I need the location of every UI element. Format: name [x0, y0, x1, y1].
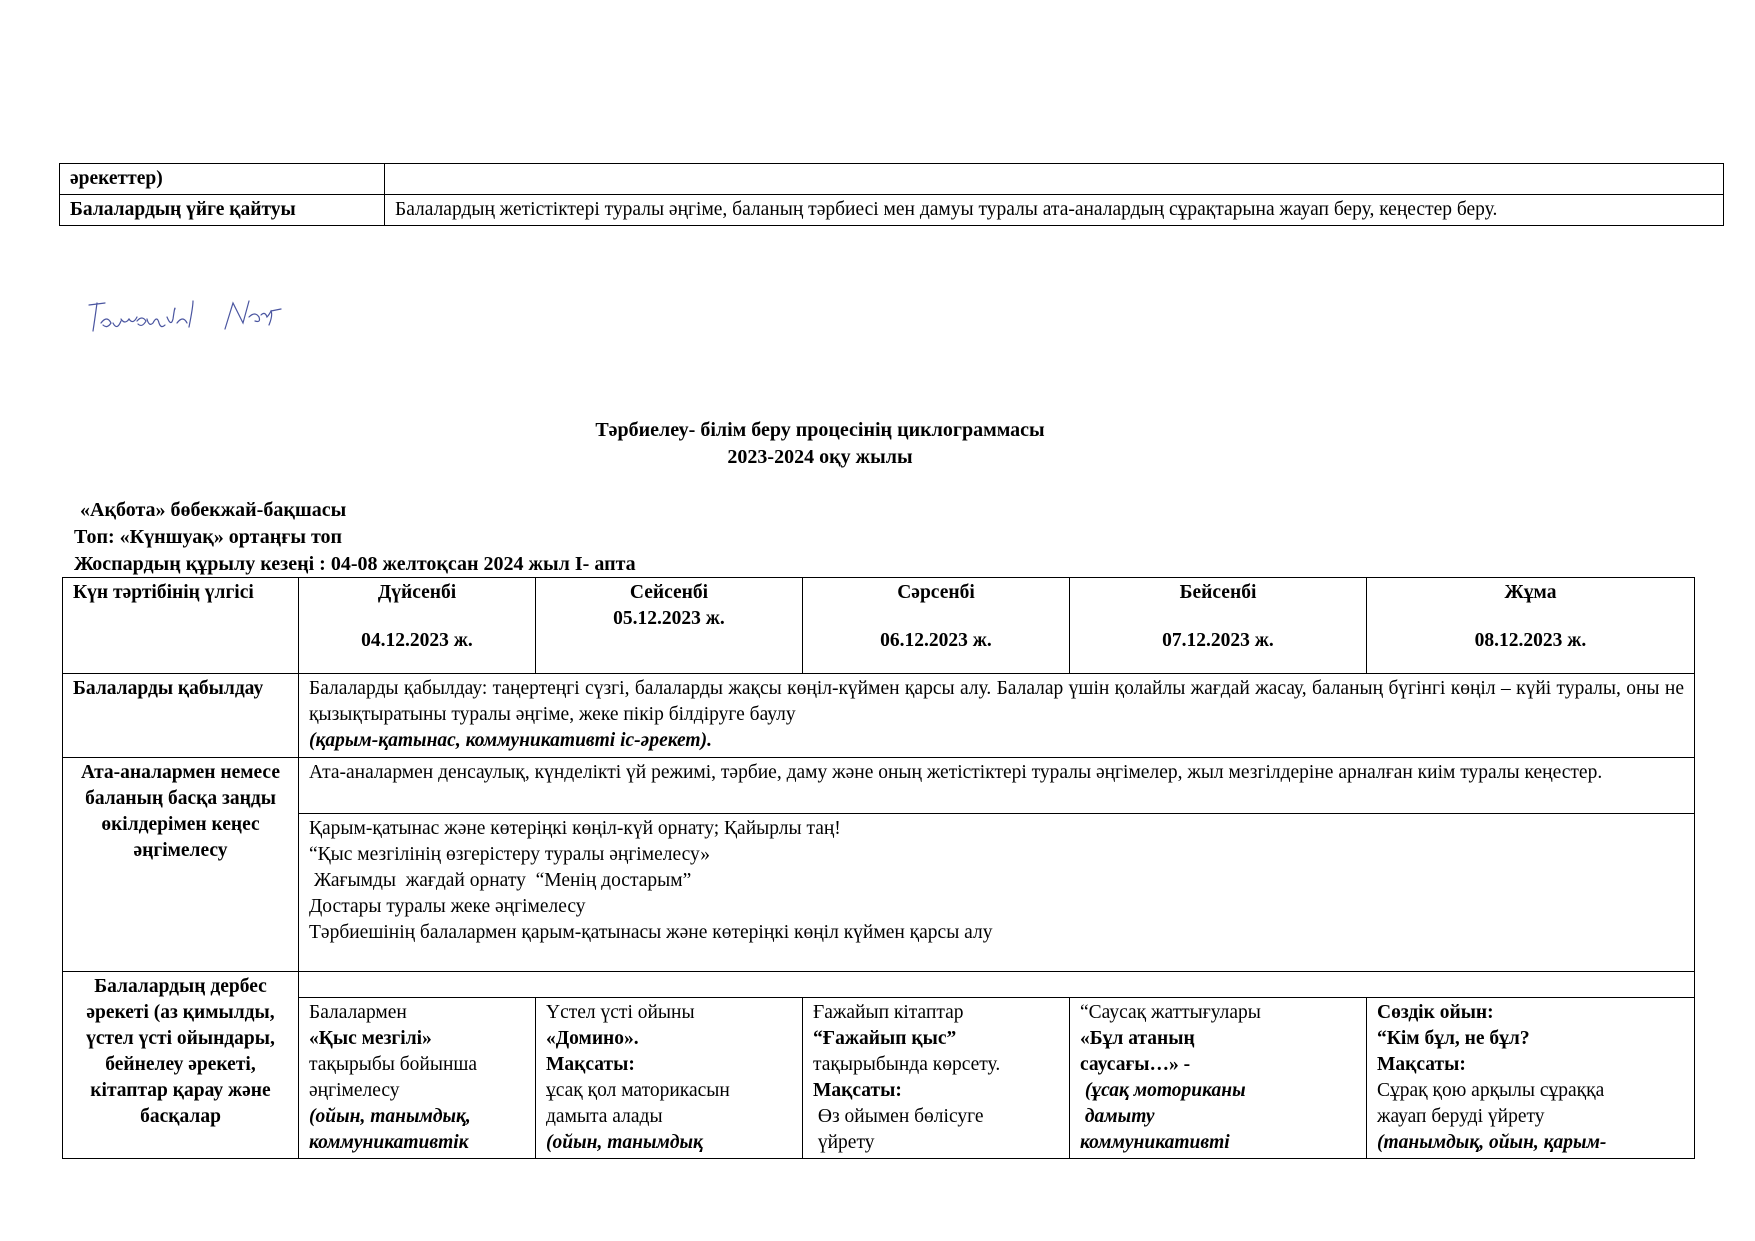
- activity-line: Мақсаты:: [813, 1080, 902, 1101]
- activity-line: саусағы…» -: [1080, 1054, 1191, 1075]
- day-name: Жұма: [1504, 582, 1557, 603]
- header-label: Күн тәртібінің үлгісі: [63, 578, 299, 674]
- activity-line: тақырыбы бойынша: [309, 1054, 478, 1075]
- table-row: [63, 674, 1695, 758]
- activity-line: Өз ойымен бөлісуге: [813, 1106, 984, 1127]
- greeting-line: “Қыс мезгілінің өзгерістеру туралы әңгімелесу»: [309, 844, 710, 865]
- activity-spacer: [299, 972, 1695, 998]
- day-tuesday: [536, 578, 803, 674]
- row-label: әрекеттер): [60, 164, 385, 195]
- reception-label: Балаларды қабылдау: [63, 674, 299, 758]
- activity-line: Балалармен: [309, 1002, 407, 1023]
- activity-monday: [299, 998, 536, 1159]
- activity-line: “Саусақ жаттығулары: [1080, 1002, 1261, 1023]
- top-table: [59, 163, 1724, 226]
- activity-line: жауап беруді үйрету: [1377, 1106, 1545, 1127]
- activity-line: Үстел үсті ойыны: [546, 1002, 695, 1023]
- greeting-line: Достары туралы жеке әңгімелесу: [309, 896, 586, 917]
- table-row: [63, 758, 1695, 814]
- row-content: [385, 164, 1724, 195]
- activity-wednesday: [803, 998, 1070, 1159]
- document-info: [74, 497, 636, 578]
- handwritten-signature: [85, 293, 285, 349]
- day-friday: [1367, 578, 1695, 674]
- day-date: 06.12.2023 ж.: [880, 630, 992, 651]
- day-date: 08.12.2023 ж.: [1474, 630, 1587, 651]
- greeting-line: Жағымды жағдай орнату “Менің достарым”: [309, 870, 692, 891]
- day-name: Бейсенбі: [1179, 582, 1257, 603]
- activity-line: (ойын, танымдық,: [309, 1106, 471, 1127]
- title-line: Тәрбиелеу- білім беру процесінің циклограммасы: [595, 419, 1045, 441]
- activity-line: дамыту: [1080, 1106, 1155, 1127]
- activity-line: дамыта алады: [546, 1106, 663, 1127]
- day-name: Дүйсенбі: [377, 582, 457, 603]
- activity-label: Балалардың дербес әрекеті (аз қимылды, үстел үсті ойындары, бейнелеу әрекеті, кітаптар қарау және басқалар: [63, 972, 299, 1159]
- activity-line: “Ғажайып қыс”: [813, 1028, 957, 1049]
- day-date: 04.12.2023 ж.: [361, 630, 473, 651]
- day-name: Сәрсенбі: [897, 582, 975, 603]
- row-content: Балалардың жетістіктері туралы әңгіме, баланың тәрбиесі мен дамуы туралы ата-аналардың сұрақтарына жауап беру, кеңестер беру.: [385, 195, 1724, 226]
- day-name: Сейсенбі: [629, 582, 709, 603]
- day-date: 05.12.2023 ж.: [613, 608, 725, 629]
- activity-line: үйрету: [813, 1132, 875, 1153]
- activity-line: Сұрақ қою арқылы сұраққа: [1377, 1080, 1605, 1101]
- day-monday: [299, 578, 536, 674]
- activity-line: ұсақ қол маторикасын: [546, 1080, 730, 1101]
- table-row: [63, 972, 1695, 998]
- activity-line: коммуникативті: [1080, 1132, 1230, 1153]
- greeting-line: Қарым-қатынас және көтеріңкі көңіл-күй орнату; Қайырлы таң!: [309, 818, 841, 839]
- table-row: [63, 998, 1695, 1159]
- activity-line: (танымдық, ойын, қарым-: [1377, 1132, 1607, 1153]
- activity-line: «Бұл атаның: [1080, 1028, 1195, 1049]
- reception-note: (қарым-қатынас, коммуникативті іс-әрекет).: [309, 730, 712, 751]
- activity-line: әңгімелесу: [309, 1080, 400, 1101]
- parents-content: Ата-аналармен денсаулық, күнделікті үй режимі, тәрбие, даму және оның жетістіктері туралы әңгімелер, жыл мезгілдеріне арналған киім туралы кеңестер.: [299, 758, 1695, 814]
- table-row: [63, 578, 1695, 674]
- table-row: [60, 195, 1724, 226]
- plan-period: Жоспардың құрылу кезеңі : 04-08 желтоқсан 2024 жыл I- апта: [74, 553, 636, 575]
- day-date: 07.12.2023 ж.: [1162, 630, 1274, 651]
- reception-content: [299, 674, 1695, 758]
- activity-friday: [1367, 998, 1695, 1159]
- parents-label: Ата-аналармен немесе баланың басқа заңды өкілдерімен кеңес әңгімелесу: [63, 758, 299, 972]
- title-line: 2023-2024 оқу жылы: [727, 446, 913, 468]
- table-row: [60, 164, 1724, 195]
- greeting-line: Тәрбиешінің балалармен қарым-қатынасы және көтеріңкі көңіл күймен қарсы алу: [309, 922, 993, 943]
- reception-text: Балаларды қабылдау: таңертеңгі сүзгі, балаларды жақсы көңіл-күймен қарсы алу. Балалар үшін қолайлы жағдай жасау, баланың бүгінгі көңіл – күйі туралы, оны не қызықтыратыны туралы әңгіме, жеке пікір білдіруге баулу: [309, 678, 1684, 725]
- day-thursday: [1070, 578, 1367, 674]
- group-name: Топ: «Күншуақ» ортаңғы топ: [74, 526, 343, 548]
- activity-line: Сөздік ойын:: [1377, 1002, 1494, 1023]
- activity-thursday: [1070, 998, 1367, 1159]
- parents-greeting: [299, 814, 1695, 972]
- activity-line: «Қыс мезгілі»: [309, 1028, 432, 1049]
- schedule-table: [62, 577, 1695, 1159]
- activity-line: «Домино».: [546, 1028, 639, 1049]
- activity-line: коммуникативтік: [309, 1132, 469, 1153]
- activity-line: Мақсаты:: [1377, 1054, 1466, 1075]
- row-label: Балалардың үйге қайтуы: [60, 195, 385, 226]
- activity-line: Ғажайып кітаптар: [813, 1002, 964, 1023]
- document-title: [0, 417, 1640, 471]
- activity-line: тақырыбында көрсету.: [813, 1054, 1001, 1075]
- activity-line: (ойын, танымдық: [546, 1132, 703, 1153]
- table-row: [63, 814, 1695, 972]
- school-name: «Ақбота» бөбекжай-бақшасы: [80, 499, 347, 521]
- activity-line: Мақсаты:: [546, 1054, 635, 1075]
- activity-tuesday: [536, 998, 803, 1159]
- activity-line: “Кім бұл, не бұл?: [1377, 1028, 1530, 1049]
- activity-line: (ұсақ моториканы: [1080, 1080, 1246, 1101]
- day-wednesday: [803, 578, 1070, 674]
